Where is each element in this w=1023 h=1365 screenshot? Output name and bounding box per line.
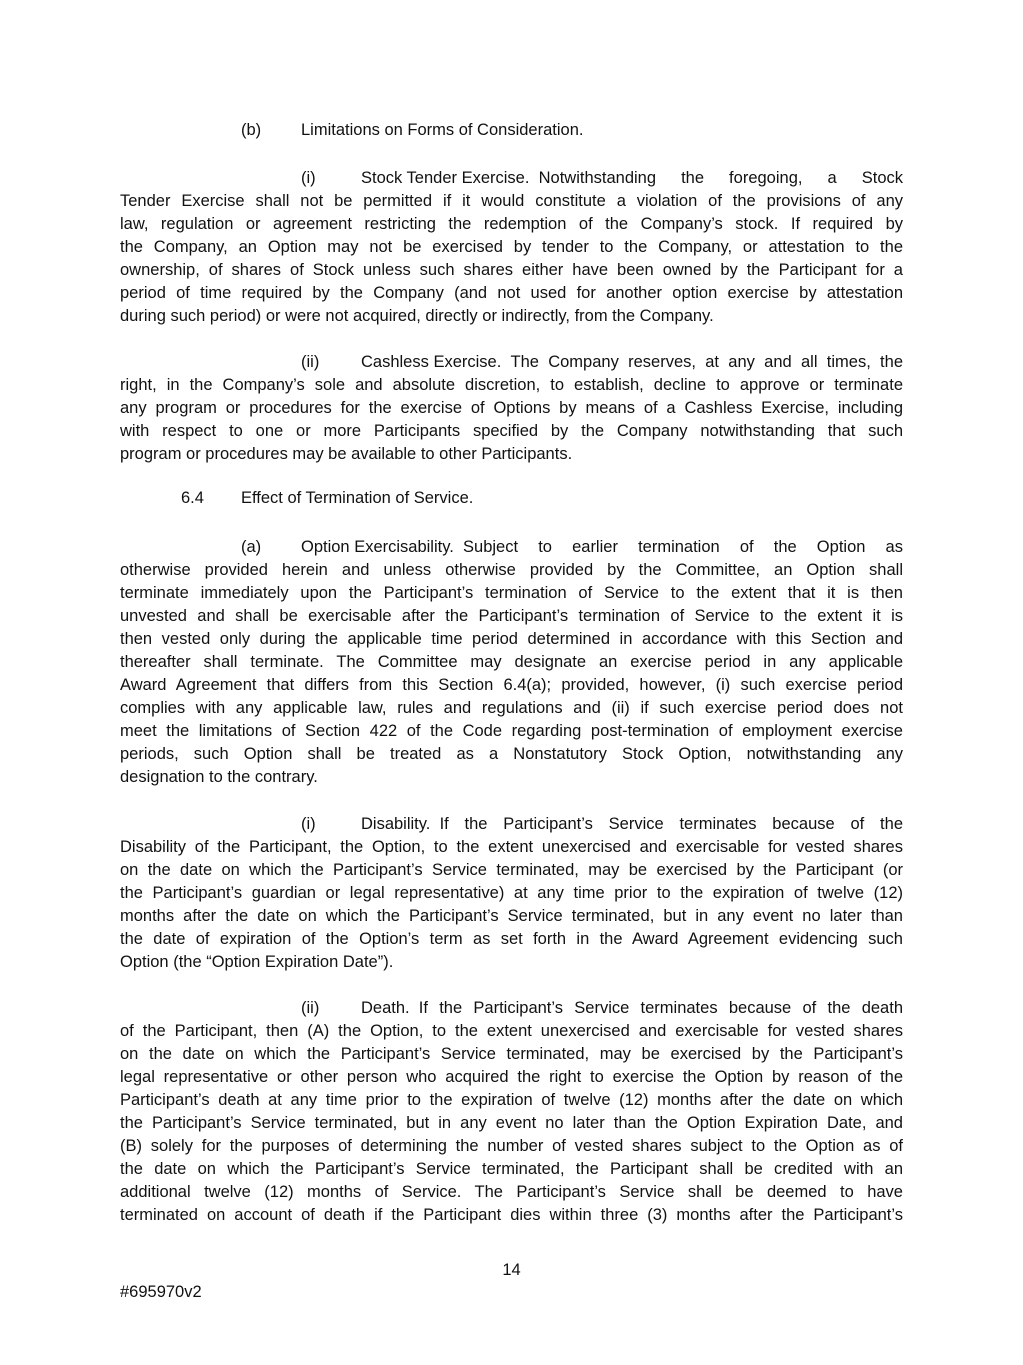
item-number: (i): [301, 169, 316, 187]
paragraph-line: law, regulation or agreement restricting the redemption of the Company’s stock. If required by: [120, 215, 903, 233]
section-heading-6-4: 6.4 Effect of Termination of Service.: [181, 489, 474, 507]
line-text: If the Participant’s Service terminates because of the death: [418, 999, 903, 1017]
paragraph-line: legal representative or other person who acquired the right to exercise the Option by reason of the: [120, 1068, 903, 1086]
item-title: Disability.: [361, 815, 431, 833]
item-number: (ii): [301, 353, 320, 371]
paragraph-line: the Participant’s guardian or legal representative) at any time prior to the expiration of twelve (12): [120, 884, 903, 902]
paragraph-line: (B) solely for the purposes of determining the number of vested shares subject to the Option as of: [120, 1137, 903, 1155]
paragraph-line: designation to the contrary.: [120, 768, 318, 786]
paragraph-line: Participant’s death at any time prior to the expiration of twelve (12) months after the date on which: [120, 1091, 903, 1109]
paragraph-line: right, in the Company’s sole and absolute discretion, to establish, decline to approve or terminate: [120, 376, 903, 394]
paragraph-line: ownership, of shares of Stock unless such shares either have been owned by the Participant for a: [120, 261, 903, 279]
paragraph-disability: [120, 813, 903, 974]
paragraph-option-exercisability: [120, 536, 903, 789]
paragraph-line: period of time required by the Company (and not used for another option exercise by attestation: [120, 284, 903, 302]
line-text: If the Participant’s Service terminates because of the: [439, 815, 903, 833]
paragraph-line: then vested only during the applicable time period determined in accordance with this Section and: [120, 630, 903, 648]
item-number: (i): [301, 815, 316, 833]
paragraph-line: on the date on which the Participant’s Service terminated, may be exercised by the Participant (or: [120, 861, 903, 879]
paragraph-line: additional twelve (12) months of Service. The Participant’s Service shall be deemed to have: [120, 1183, 903, 1201]
paragraph-first-line: [120, 167, 903, 190]
paragraph-line: unvested and shall be exercisable after the Participant’s termination of Service to the extent it is: [120, 607, 903, 625]
paragraph-line: program or procedures may be available to other Participants.: [120, 445, 573, 463]
paragraph-stock-tender: [120, 167, 903, 328]
paragraph-line: the date on which the Participant’s Service terminated, the Participant shall be credited with an: [120, 1160, 903, 1178]
line-text: Subject to earlier termination of the Option as: [463, 538, 903, 556]
item-title: Stock Tender Exercise.: [361, 169, 530, 187]
paragraph-first-line: [120, 997, 903, 1020]
paragraph-line: terminated on account of death if the Participant dies within three (3) months after the Participant’s: [120, 1206, 903, 1224]
line-text: The Company reserves, at any and all times, the: [510, 353, 903, 371]
paragraph-line: otherwise provided herein and unless otherwise provided by the Committee, an Option shall: [120, 561, 903, 579]
item-title: Cashless Exercise.: [361, 353, 502, 371]
item-title: Death.: [361, 999, 410, 1017]
document-id: #695970v2: [120, 1283, 202, 1301]
paragraph-first-line: [120, 813, 903, 836]
item-number: (ii): [301, 999, 320, 1017]
paragraph-line: complies with any applicable law, rules and regulations and (ii) if such exercise period does not: [120, 699, 903, 717]
paragraph-line: Tender Exercise shall not be permitted if it would constitute a violation of the provisions of any: [120, 192, 903, 210]
paragraph-line: the date of expiration of the Option’s term as set forth in the Award Agreement evidencing such: [120, 930, 903, 948]
paragraph-line: Disability of the Participant, the Option, to the extent unexercised and exercisable for vested shares: [120, 838, 903, 856]
paragraph-line: with respect to one or more Participants specified by the Company notwithstanding that such: [120, 422, 903, 440]
paragraph-line: the Participant’s Service terminated, but in any event no later than the Option Expiration Date, and: [120, 1114, 903, 1132]
paragraph-first-line: [120, 351, 903, 374]
paragraph-death: [120, 997, 903, 1227]
paragraph-line: the Company, an Option may not be exercised by tender to the Company, or attestation to the: [120, 238, 903, 256]
item-number: (a): [241, 538, 262, 556]
paragraph-line: months after the date on which the Participant’s Service terminated, but in any event no later than: [120, 907, 903, 925]
paragraph-line: thereafter shall terminate. The Committee may designate an exercise period in any applicable: [120, 653, 903, 671]
paragraph-line: terminate immediately upon the Participant’s termination of Service to the extent that it is then: [120, 584, 903, 602]
paragraph-line: Award Agreement that differs from this Section 6.4(a); provided, however, (i) such exercise period: [120, 676, 903, 694]
paragraph-first-line: [120, 536, 903, 559]
line-text: Notwithstanding the foregoing, a Stock: [538, 169, 903, 187]
paragraph-line: during such period) or were not acquired, directly or indirectly, from the Company.: [120, 307, 714, 325]
paragraph-line: periods, such Option shall be treated as a Nonstatutory Stock Option, notwithstanding any: [120, 745, 903, 763]
section-heading-b: (b) Limitations on Forms of Consideration.: [241, 121, 584, 139]
paragraph-line: meet the limitations of Section 422 of the Code regarding post-termination of employment exercise: [120, 722, 903, 740]
page-number: 14: [502, 1261, 521, 1279]
item-title: Option Exercisability.: [301, 538, 454, 556]
paragraph-line: of the Participant, then (A) the Option, to the extent unexercised and exercisable for vested shares: [120, 1022, 903, 1040]
paragraph-line: Option (the “Option Expiration Date”).: [120, 953, 394, 971]
paragraph-line: any program or procedures for the exercise of Options by means of a Cashless Exercise, including: [120, 399, 903, 417]
paragraph-line: on the date on which the Participant’s Service terminated, may be exercised by the Participant’s: [120, 1045, 903, 1063]
paragraph-cashless: [120, 351, 903, 466]
